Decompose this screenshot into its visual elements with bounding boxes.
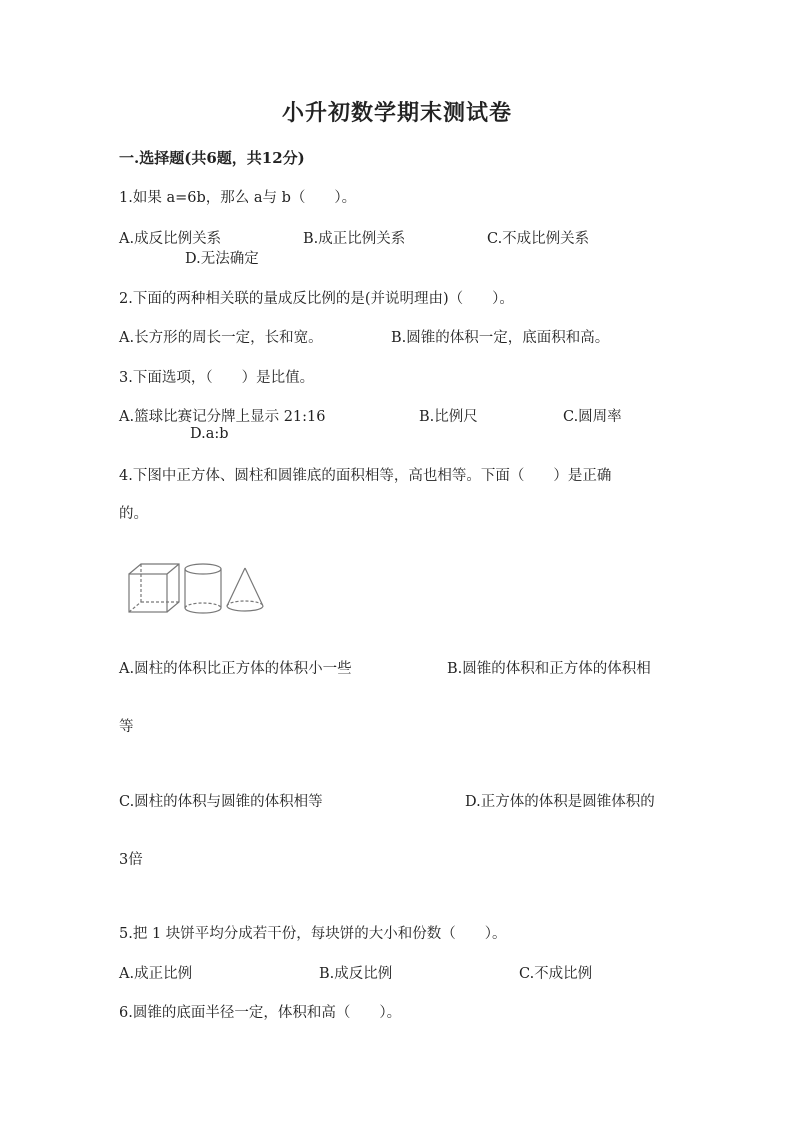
question-3-stem: 3.下面选项，（ ）是比值。	[119, 370, 315, 386]
cube-figure	[129, 564, 179, 612]
question-6-stem: 6.圆锥的底面半径一定，体积和高（ ）。	[119, 1005, 402, 1021]
question-1-option-b: B.成正比例关系	[303, 231, 406, 247]
question-3-option-b: B.比例尺	[419, 409, 478, 425]
question-3-option-c: C.圆周率	[563, 409, 622, 425]
question-1-option-c: C.不成比例关系	[487, 231, 590, 247]
question-1-option-d: D.无法确定	[185, 251, 259, 267]
cylinder-figure	[185, 564, 221, 613]
question-2-stem: 2.下面的两种相关联的量成反比例的是(并说明理由)（ ）。	[119, 291, 514, 307]
question-4-option-a: A.圆柱的体积比正方体的体积小一些	[119, 661, 352, 677]
question-5-option-a: A.成正比例	[119, 966, 193, 982]
question-4-option-b-line1: B.圆锥的体积和正方体的体积相	[447, 661, 651, 677]
page-title: 小升初数学期末测试卷	[281, 100, 512, 126]
question-1-stem: 1.如果 a=6b，那么 a与 b（ ）。	[119, 190, 357, 206]
question-4-stem-line2: 的。	[119, 506, 148, 522]
question-2-option-b: B.圆锥的体积一定，底面积和高。	[391, 330, 610, 346]
question-4-option-c: C.圆柱的体积与圆锥的体积相等	[119, 794, 323, 810]
question-4-stem-line1: 4.下图中正方体、圆柱和圆锥底的面积相等，高也相等。下面（ ）是正确	[119, 468, 612, 484]
section-heading: 一.选择题(共6题，共12分)	[119, 149, 305, 167]
question-3-option-a: A.篮球比赛记分牌上显示 21:16	[119, 409, 326, 425]
solids-figure	[127, 560, 277, 620]
question-5-stem: 5.把 1 块饼平均分成若干份，每块饼的大小和份数（ ）。	[119, 926, 507, 942]
question-4-option-d-line2: 3倍	[119, 852, 143, 868]
cone-figure	[227, 568, 263, 611]
question-1-option-a: A.成反比例关系	[119, 231, 222, 247]
question-2-option-a: A.长方形的周长一定，长和宽。	[119, 330, 323, 346]
question-4-option-b-line2: 等	[119, 719, 134, 735]
question-5-option-b: B.成反比例	[319, 966, 393, 982]
question-5-option-c: C.不成比例	[519, 966, 593, 982]
question-4-option-d-line1: D.正方体的体积是圆锥体积的	[465, 794, 655, 810]
question-3-option-d: D.a:b	[190, 426, 229, 442]
